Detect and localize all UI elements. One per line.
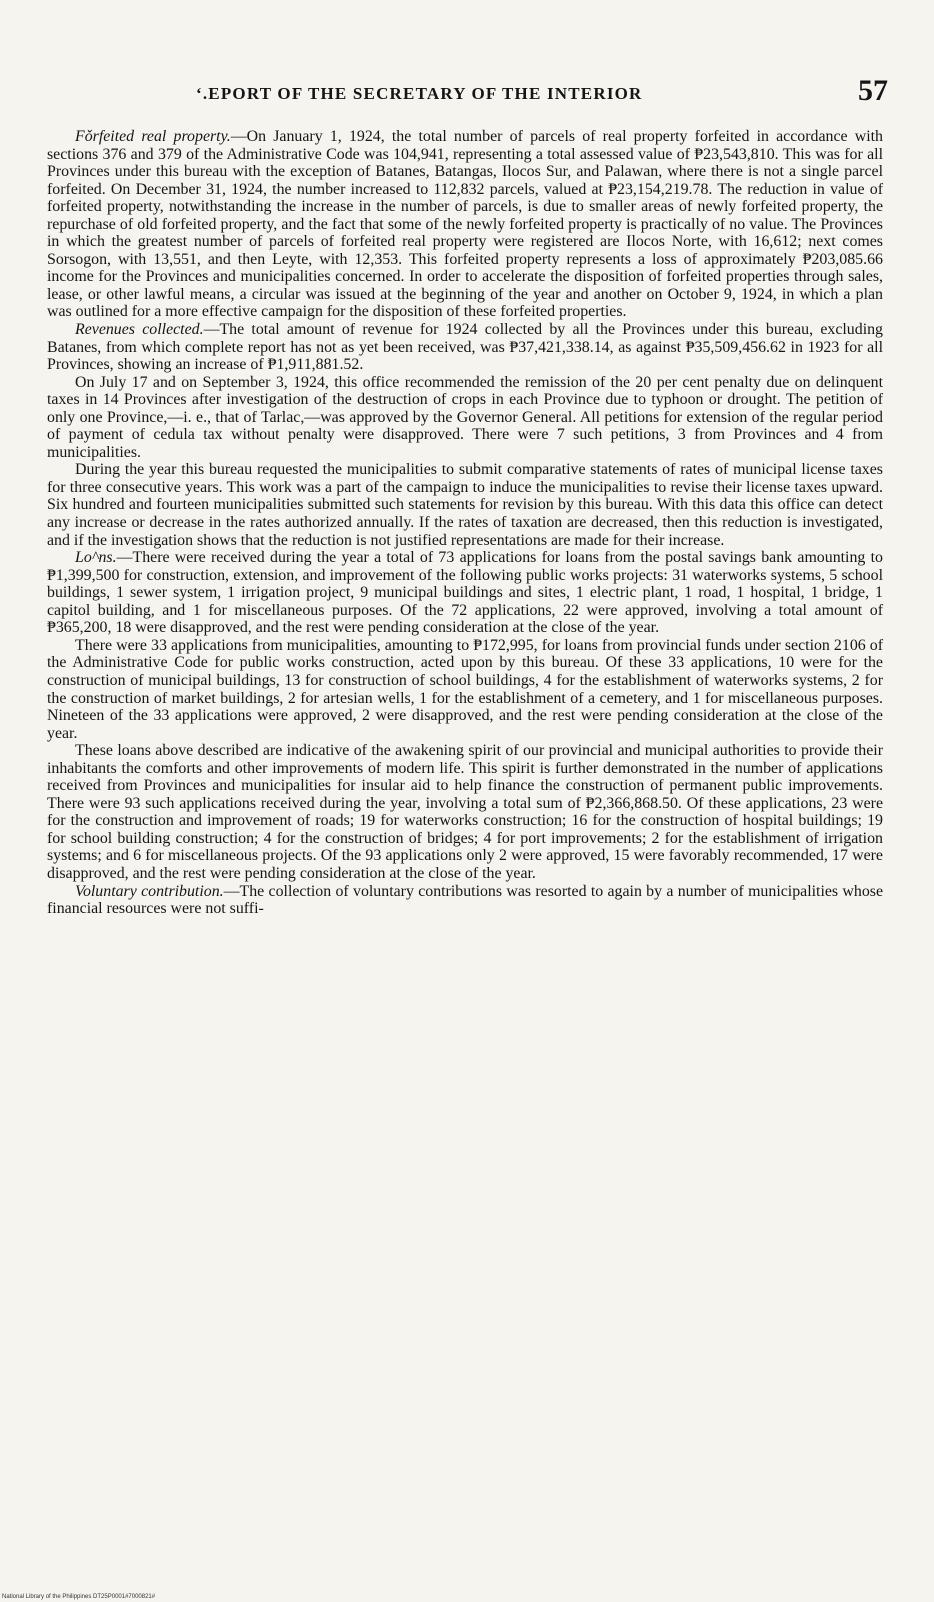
running-head: ‘.EPORT OF THE SECRETARY OF THE INTERIOR bbox=[196, 84, 643, 103]
paragraph-license-taxes bbox=[47, 461, 883, 549]
paragraph-text: During the year this bureau requested the municipalities to submit comparative statements of rates of municipal license taxes for three consecutive years. This work was a part of the campaign to induce the municipalities to revise their license taxes upward. Six hundred and fourteen municipalities submitted such statements for revision by this bureau. With this data this office can detect any increase or decrease in the rates authorized annually. If the rates of taxation are decreased, then this reduction is investigated, and if the investigation shows that the reduction is not justified representations are made for their increase. bbox=[47, 461, 883, 549]
paragraph-lead: Fǒrfeited real property. bbox=[75, 128, 231, 145]
paragraph-revenues-collected bbox=[47, 321, 883, 374]
scan-footer: National Library of the Philippines DT25P0001#7000821# bbox=[2, 1594, 156, 1600]
page-header bbox=[46, 74, 888, 120]
paragraph-lead: Revenues collected. bbox=[75, 321, 204, 339]
paragraph-loans bbox=[47, 549, 883, 637]
paragraph-text: —On January 1, 1924, the total number of parcels of real property forfeited in accordance with sections 376 and 379 of the Administrative Code was 104,941, representing a total assessed value of ₱23,543,810. This was for all Provinces under this bureau with the exception of Batanes, Batangas, Ilocos Sur, and Palawan, where there is not a single parcel forfeited. On December 31, 1924, the number increased to 112,832 parcels, valued at ₱23,154,219.78. The reduction in value of forfeited property, notwithstanding the increase in the number of parcels, is due to smaller areas of newly forfeited property, the repurchase of old forfeited property, and the fact that some of the newly forfeited property is practically of no value. The Provinces in which the greatest number of parcels of forfeited real property were registered are Ilocos Norte, with 16,612; next comes Sorsogon, with 13,551, and then Leyte, with 12,353. This forfeited property represents a loss of approximately ₱203,085.66 income for the Provinces and municipalities concerned. In order to accelerate the disposition of forfeited properties through sales, lease, or other lawful means, a circular was issued at the beginning of the year and another on October 9, 1924, in which a plan was outlined for a more effective campaign for the disposition of these forfeited properties. bbox=[47, 128, 883, 321]
paragraph-text: —The total amount of revenue for 1924 collected by all the Provinces under this bureau, excluding Batanes, from which complete report has not as yet been received, was ₱37,421,338.14, as against ₱35,509,456.62 in 1923 for all Provinces, showing an increase of ₱1,911,881.52. bbox=[47, 321, 883, 374]
paragraph-penalty-remission bbox=[47, 374, 883, 462]
paragraph-text: —The collection of voluntary contributions was resorted to again by a number of municipalities whose financial resources were not suffi- bbox=[47, 882, 884, 918]
paragraph-text: These loans above described are indicative of the awakening spirit of our provincial and municipal authorities to provide their inhabitants the comforts and other improvements of modern life. This spirit is further demonstrated in the number of applications received from Provinces and municipalities for insular aid to help finance the construction of permanent public improvements. There were 93 such applications received during the year, involving a total sum of ₱2,366,868.50. Of these applications, 23 were for the construction and improvement of roads; 19 for waterworks construction; 16 for the construction of hospital buildings; 19 for school building construction; 4 for the construction of bridges; 4 for port improvements; 2 for the establishment of irrigation systems; and 6 for miscellaneous projects. Of the 93 applications only 2 were approved, 15 were favorably recommended, 17 were disapproved, and the rest were pending consideration at the close of the year. bbox=[47, 742, 883, 882]
paragraph-voluntary-contribution bbox=[47, 883, 883, 918]
paragraph-lead: Lo^ns. bbox=[75, 549, 117, 567]
body-text bbox=[47, 128, 883, 918]
paragraph-text: On July 17 and on September 3, 1924, this office recommended the remission of the 20 per cent penalty due on delinquent taxes in 14 Provinces after investigation of the destruction of crops in each Province due to typhoon or drought. The petition of only one Province,—i. e., that of Tarlac,—was approved by the Governor General. All petitions for extension of the regular period of payment of cedula tax without penalty were disapproved. There were 7 such petitions, 3 from Provinces and 4 from municipalities. bbox=[47, 373, 883, 461]
paragraph-lead: Voluntary contribution. bbox=[75, 882, 224, 900]
page-number: 57 bbox=[858, 74, 888, 107]
paragraph-municipal-applications bbox=[47, 637, 883, 742]
paragraph-forfeited-property bbox=[47, 128, 883, 321]
paragraph-text: There were 33 applications from municipalities, amounting to ₱172,995, for loans from provincial funds under section 2106 of the Administrative Code for public works construction, acted upon by this bureau. Of these 33 applications, 10 were for the construction of municipal buildings, 13 for construction of school buildings, 4 for the establishment of waterworks systems, 2 for the construction of market buildings, 2 for artesian wells, 1 for the establishment of a cemetery, and 1 for miscellaneous purposes. Nineteen of the 33 applications were approved, 2 were disapproved, and the rest were pending consideration at the close of the year. bbox=[47, 636, 883, 742]
paragraph-insular-aid bbox=[47, 742, 883, 882]
paragraph-text: —There were received during the year a total of 73 applications for loans from the postal savings bank amounting to ₱1,399,500 for construction, extension, and improvement of the following public works projects: 31 waterworks systems, 5 school buildings, 1 sewer system, 1 irrigation project, 9 municipal buildings and sites, 1 electric plant, 1 road, 1 hospital, 1 bridge, 1 capitol building, and 1 for miscellaneous purposes. Of the 72 applications, 22 were approved, involving a total amount of ₱365,200, 18 were disapproved, and the rest were pending consideration at the close of the year. bbox=[47, 549, 883, 637]
